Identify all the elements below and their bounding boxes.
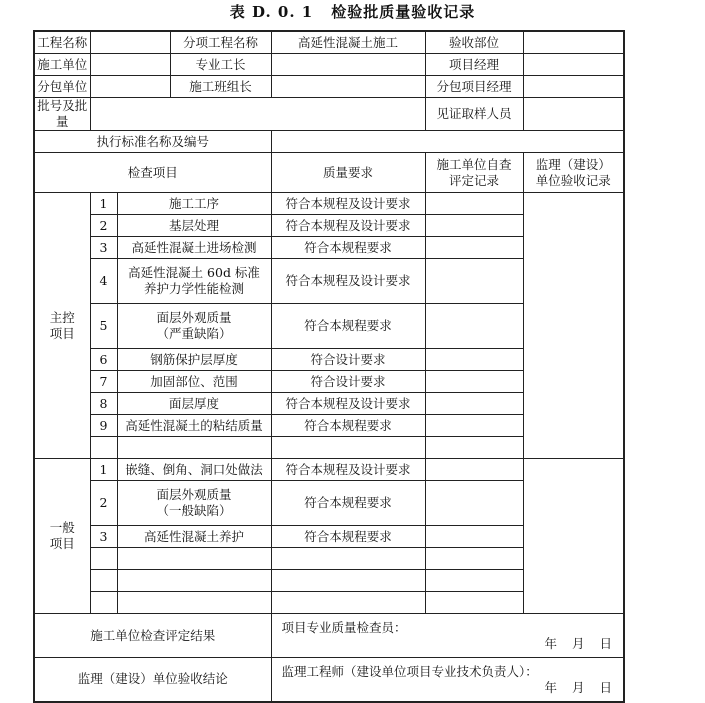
construction-result-row	[34, 614, 624, 658]
self-check-cell[interactable]	[425, 371, 523, 393]
item-requirement[interactable]	[271, 437, 425, 459]
project-name-value[interactable]	[90, 31, 271, 54]
inspection-record-table	[33, 30, 625, 703]
item-requirement: 符合本规程要求	[271, 237, 425, 259]
row-number: 1	[90, 459, 117, 481]
item-name: 高延性混凝土养护	[117, 526, 271, 548]
item-name[interactable]	[117, 437, 271, 459]
construction-unit-value[interactable]	[90, 54, 271, 76]
project-manager-label: 项目经理	[425, 54, 523, 76]
self-check-cell[interactable]	[425, 259, 523, 304]
row-number: 6	[90, 349, 117, 371]
row-number: 3	[90, 237, 117, 259]
self-check-cell[interactable]	[425, 570, 523, 592]
sub-project-label: 分项工程名称	[183, 35, 259, 50]
sub-project-value: 高延性混凝土施工	[271, 31, 425, 54]
self-check-cell[interactable]	[425, 393, 523, 415]
team-leader-value[interactable]	[271, 76, 425, 98]
row-number: 8	[90, 393, 117, 415]
team-leader-label: 施工班组长	[189, 79, 252, 94]
subcontract-manager-label: 分包项目经理	[425, 76, 523, 98]
row-number: 2	[90, 481, 117, 526]
acceptance-part-value[interactable]	[523, 31, 624, 54]
item-name: 钢筋保护层厚度	[117, 349, 271, 371]
self-check-cell[interactable]	[425, 215, 523, 237]
subcontract-manager-value[interactable]	[523, 76, 624, 98]
main-control-supervision-cell[interactable]	[523, 193, 624, 459]
item-name[interactable]	[117, 548, 271, 570]
subcontract-unit-value[interactable]	[90, 76, 271, 98]
item-requirement: 符合本规程及设计要求	[271, 259, 425, 304]
item-name: 面层厚度	[117, 393, 271, 415]
self-check-cell[interactable]	[425, 592, 523, 614]
item-requirement: 符合设计要求	[271, 371, 425, 393]
item-name: 面层外观质量 （一般缺陷）	[117, 481, 271, 526]
item-requirement: 符合本规程及设计要求	[271, 459, 425, 481]
inspection-date: 年 月 日	[544, 636, 614, 651]
self-check-cell[interactable]	[425, 304, 523, 349]
table-row	[34, 459, 624, 481]
self-check-cell[interactable]	[425, 415, 523, 437]
batch-label: 批号及批量	[34, 98, 90, 131]
self-check-cell[interactable]	[425, 193, 523, 215]
supervision-date: 年 月 日	[544, 680, 614, 695]
item-requirement: 符合本规程及设计要求	[271, 215, 425, 237]
self-check-cell[interactable]	[425, 481, 523, 526]
row-number	[90, 437, 117, 459]
column-requirement: 质量要求	[271, 153, 425, 193]
item-requirement: 符合本规程要求	[271, 481, 425, 526]
subcontract-unit-label: 分包单位	[34, 76, 90, 98]
row-number: 1	[90, 193, 117, 215]
self-check-cell[interactable]	[425, 237, 523, 259]
item-name: 高延性混凝土进场检测	[117, 237, 271, 259]
item-requirement: 符合本规程要求	[271, 526, 425, 548]
standard-row	[34, 131, 624, 153]
supervision-result-cell[interactable]	[271, 658, 624, 702]
item-name: 嵌缝、倒角、洞口处做法	[117, 459, 271, 481]
construction-result-label: 施工单位检查评定结果	[34, 614, 271, 658]
acceptance-part-label: 验收部位	[425, 31, 523, 54]
row-number	[90, 592, 117, 614]
item-name[interactable]	[117, 592, 271, 614]
main-control-label: 主控 项目	[34, 193, 90, 459]
standard-value[interactable]	[271, 131, 624, 153]
row-number: 9	[90, 415, 117, 437]
witness-value[interactable]	[523, 98, 624, 131]
supervisor-label: 监理工程师（建设单位项目专业技术负责人）：	[281, 664, 538, 679]
general-supervision-cell[interactable]	[523, 459, 624, 614]
row-number: 7	[90, 371, 117, 393]
row-number: 4	[90, 259, 117, 304]
construction-unit-label: 施工单位	[34, 54, 90, 76]
construction-result-cell[interactable]	[271, 614, 624, 658]
foreman-value[interactable]	[271, 54, 425, 76]
item-name: 基层处理	[117, 215, 271, 237]
item-name: 高延性混凝土 60d 标准 养护力学性能检测	[117, 259, 271, 304]
item-requirement[interactable]	[271, 570, 425, 592]
item-requirement: 符合设计要求	[271, 349, 425, 371]
header-row-3	[34, 76, 624, 98]
row-number: 2	[90, 215, 117, 237]
item-name[interactable]	[117, 570, 271, 592]
column-self-check: 施工单位自查 评定记录	[425, 153, 523, 193]
item-requirement: 符合本规程要求	[271, 415, 425, 437]
row-number	[90, 548, 117, 570]
column-supervision: 监理（建设） 单位验收记录	[523, 153, 624, 193]
inspector-label: 项目专业质量检查员：	[281, 620, 407, 635]
row-number: 5	[90, 304, 117, 349]
self-check-cell[interactable]	[425, 459, 523, 481]
table-row	[34, 193, 624, 215]
column-header-row	[34, 153, 624, 193]
item-requirement[interactable]	[271, 592, 425, 614]
self-check-cell[interactable]	[425, 437, 523, 459]
self-check-cell[interactable]	[425, 526, 523, 548]
table-title: 检验批质量验收记录	[331, 3, 476, 21]
witness-label: 见证取样人员	[425, 98, 523, 131]
foreman-label: 专业工长	[195, 57, 246, 72]
header-row-2	[34, 54, 624, 76]
row-number: 3	[90, 526, 117, 548]
general-label: 一般 项目	[34, 459, 90, 614]
item-requirement: 符合本规程及设计要求	[271, 193, 425, 215]
project-name-label: 工程名称	[34, 31, 90, 54]
self-check-cell[interactable]	[425, 349, 523, 371]
item-requirement: 符合本规程及设计要求	[271, 393, 425, 415]
header-row-4	[34, 98, 624, 131]
table-number: 表 D. 0. 1	[229, 3, 314, 21]
row-number	[90, 570, 117, 592]
supervision-result-label: 监理（建设）单位验收结论	[34, 658, 271, 702]
item-name: 加固部位、范围	[117, 371, 271, 393]
item-requirement: 符合本规程要求	[271, 304, 425, 349]
supervision-result-row	[34, 658, 624, 702]
item-name: 高延性混凝土的粘结质量	[117, 415, 271, 437]
column-item: 检查项目	[34, 153, 271, 193]
item-name: 面层外观质量 （严重缺陷）	[117, 304, 271, 349]
item-requirement[interactable]	[271, 548, 425, 570]
project-manager-value[interactable]	[523, 54, 624, 76]
header-row-1	[34, 31, 624, 54]
batch-value[interactable]	[90, 98, 425, 131]
document-title	[0, 0, 705, 28]
item-name: 施工工序	[117, 193, 271, 215]
self-check-cell[interactable]	[425, 548, 523, 570]
standard-label: 执行标准名称及编号	[34, 131, 271, 153]
